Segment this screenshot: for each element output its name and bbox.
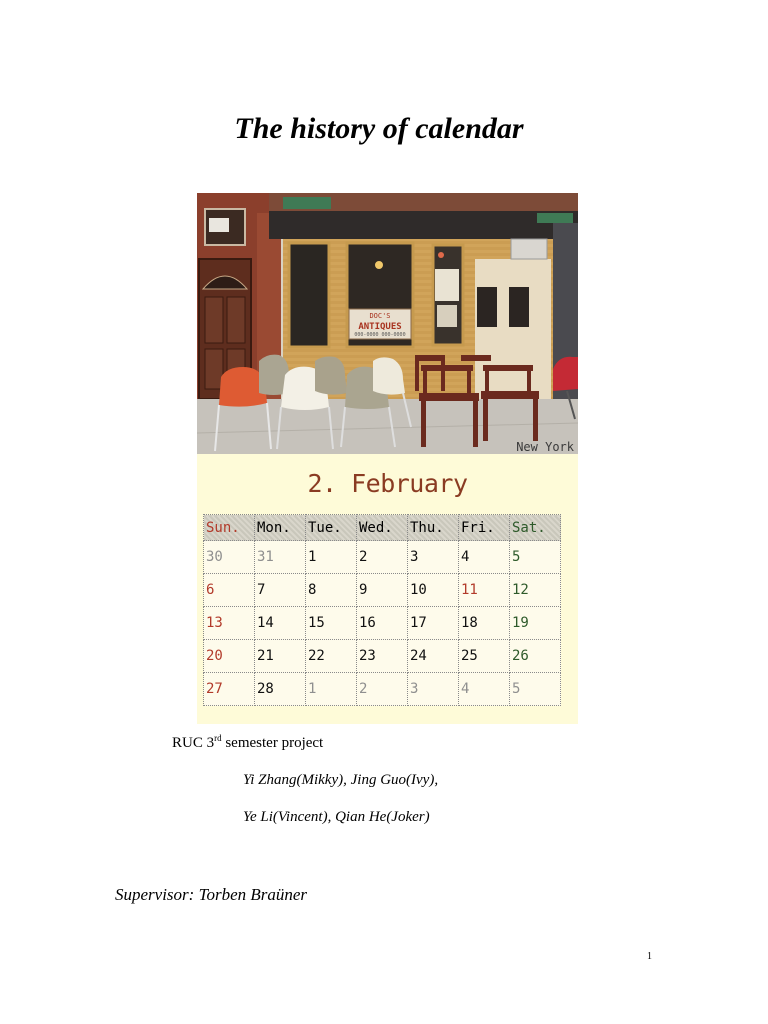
calendar-week-row (204, 607, 561, 640)
page-number: 1 (647, 951, 652, 962)
calendar-figure (197, 193, 578, 724)
calendar-day-cell: 25 (459, 640, 510, 673)
calendar-day-cell: 19 (510, 607, 561, 640)
svg-text:DOC'S: DOC'S (369, 312, 391, 320)
calendar-day-cell: 10 (408, 574, 459, 607)
storefront-illustration (197, 193, 578, 454)
calendar-day-cell: 3 (408, 541, 459, 574)
authors-line: Ye Li(Vincent), Qian He(Joker) (243, 809, 430, 825)
calendar-day-cell: 4 (459, 541, 510, 574)
calendar-day-cell: 8 (306, 574, 357, 607)
ordinal-suffix: rd (214, 733, 222, 743)
weekday-header: Thu. (408, 515, 459, 541)
calendar-grid (203, 514, 561, 706)
photo-caption: New York (516, 440, 574, 454)
calendar-day-cell: 28 (255, 673, 306, 706)
project-line (172, 733, 323, 752)
calendar-day-cell: 30 (204, 541, 255, 574)
calendar-day-cell: 24 (408, 640, 459, 673)
calendar-day-cell: 12 (510, 574, 561, 607)
svg-text:000-0000 000-0000: 000-0000 000-0000 (354, 332, 406, 338)
weekday-header: Fri. (459, 515, 510, 541)
document-title: The history of calendar (234, 112, 524, 145)
calendar-day-cell: 21 (255, 640, 306, 673)
weekday-header: Mon. (255, 515, 306, 541)
calendar-day-cell: 16 (357, 607, 408, 640)
weekday-header: Wed. (357, 515, 408, 541)
calendar-day-cell: 22 (306, 640, 357, 673)
calendar-day-cell: 17 (408, 607, 459, 640)
calendar-day-cell: 6 (204, 574, 255, 607)
calendar-day-cell: 11 (459, 574, 510, 607)
calendar-week-row (204, 673, 561, 706)
weekday-header: Sun. (204, 515, 255, 541)
storefront-photo (197, 193, 578, 454)
calendar-day-cell: 15 (306, 607, 357, 640)
calendar-day-cell: 2 (357, 673, 408, 706)
calendar-day-cell: 27 (204, 673, 255, 706)
calendar-day-cell: 31 (255, 541, 306, 574)
calendar-week-row (204, 640, 561, 673)
calendar-day-cell: 18 (459, 607, 510, 640)
calendar-month-title: 2. February (307, 469, 468, 498)
calendar-day-cell: 5 (510, 541, 561, 574)
calendar-day-cell: 20 (204, 640, 255, 673)
calendar-day-cell: 4 (459, 673, 510, 706)
calendar-day-cell: 1 (306, 673, 357, 706)
calendar-week-row (204, 574, 561, 607)
calendar-day-cell: 2 (357, 541, 408, 574)
authors-line: Yi Zhang(Mikky), Jing Guo(Ivy), (243, 772, 439, 788)
supervisor-line: Supervisor: Torben Braüner (115, 885, 308, 904)
calendar-day-cell: 5 (510, 673, 561, 706)
project-suffix: semester project (221, 735, 324, 751)
project-prefix: RUC 3 (172, 735, 215, 751)
calendar-day-cell: 9 (357, 574, 408, 607)
weekday-header: Sat. (510, 515, 561, 541)
weekday-header-row (204, 515, 561, 541)
calendar-day-cell: 3 (408, 673, 459, 706)
calendar-day-cell: 13 (204, 607, 255, 640)
calendar-week-row (204, 541, 561, 574)
calendar-day-cell: 23 (357, 640, 408, 673)
calendar-day-cell: 7 (255, 574, 306, 607)
svg-text:ANTIQUES: ANTIQUES (358, 322, 402, 332)
calendar-day-cell: 26 (510, 640, 561, 673)
calendar-day-cell: 14 (255, 607, 306, 640)
weekday-header: Tue. (306, 515, 357, 541)
calendar-day-cell: 1 (306, 541, 357, 574)
